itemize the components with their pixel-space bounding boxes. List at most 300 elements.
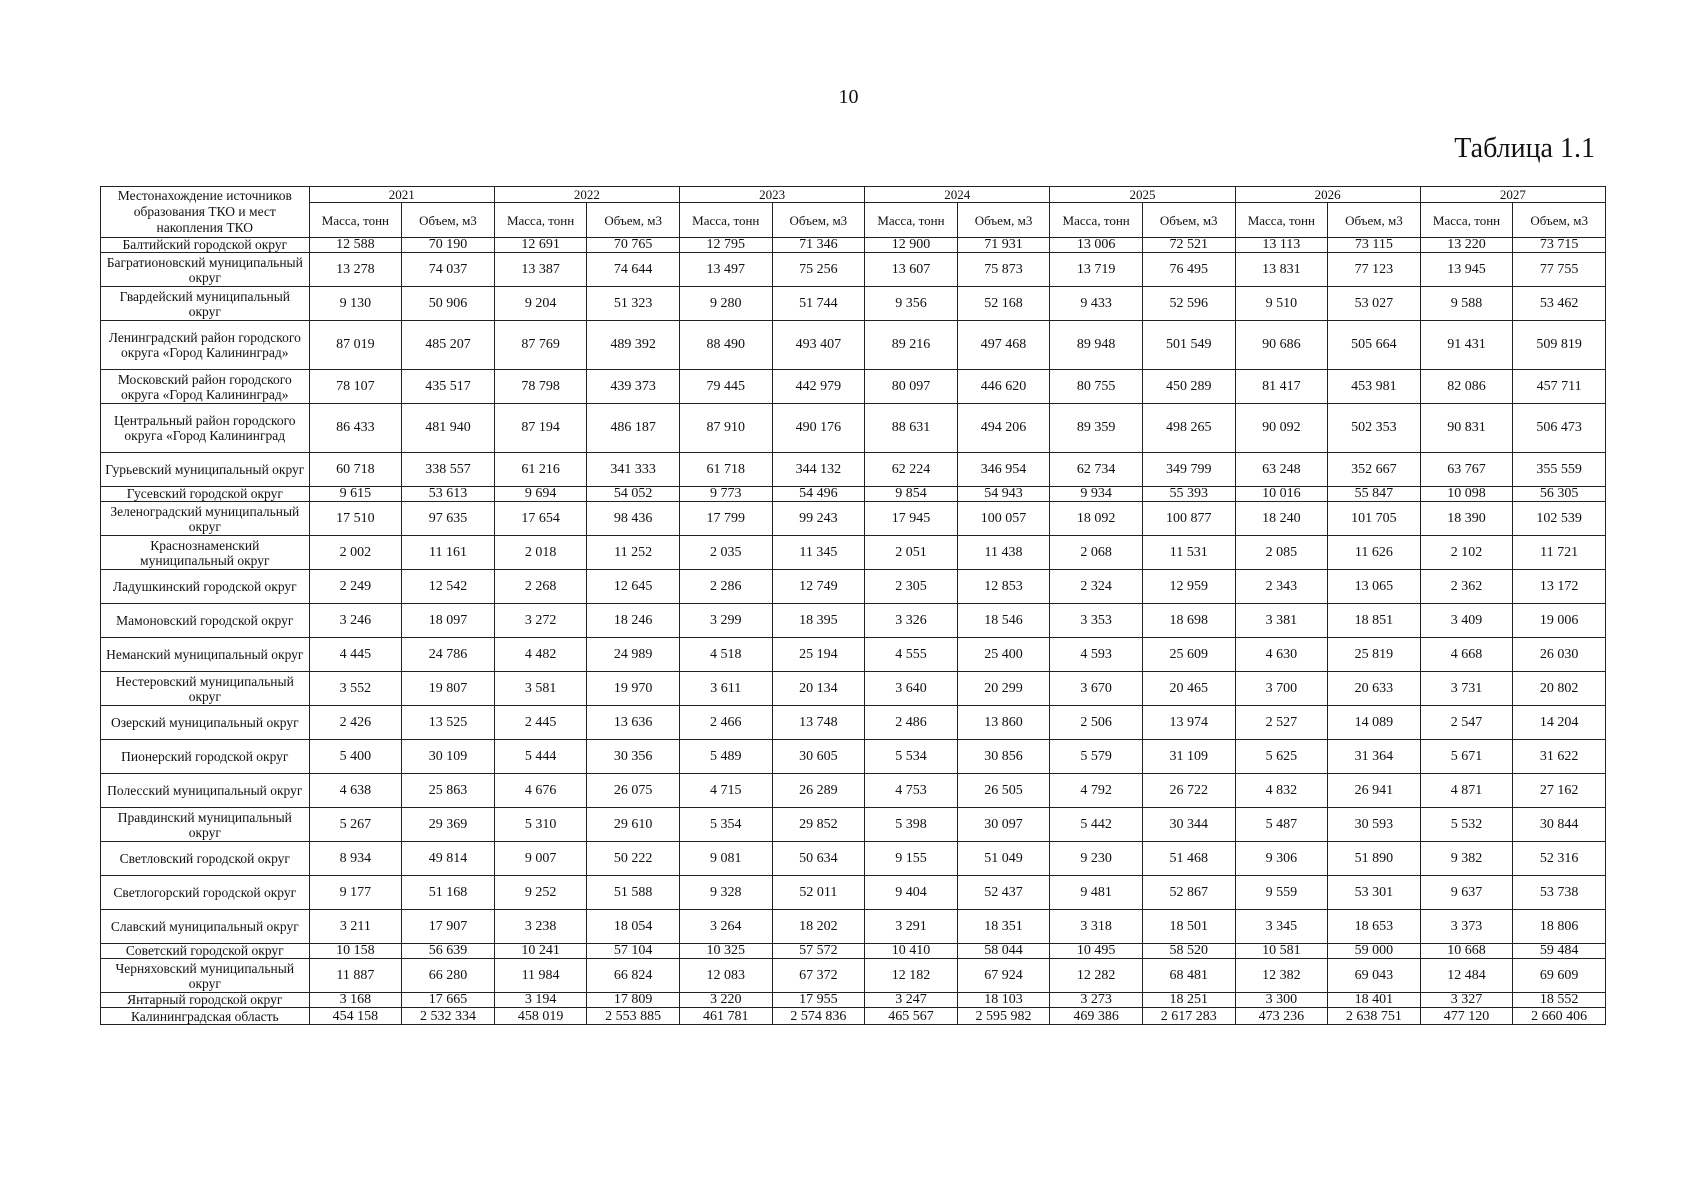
volume-cell: 498 265 (1142, 404, 1235, 453)
mass-cell: 17 945 (865, 502, 958, 536)
mass-cell: 2 324 (1050, 570, 1143, 604)
volume-cell: 19 006 (1513, 604, 1606, 638)
mass-cell: 78 107 (309, 370, 402, 404)
mass-cell: 3 381 (1235, 604, 1328, 638)
volume-cell: 12 853 (957, 570, 1050, 604)
table-row (101, 959, 1606, 993)
mass-cell: 4 668 (1420, 638, 1513, 672)
mass-cell: 10 158 (309, 944, 402, 959)
mass-cell: 9 559 (1235, 876, 1328, 910)
volume-cell: 52 437 (957, 876, 1050, 910)
volume-cell: 30 593 (1328, 808, 1421, 842)
mass-cell: 88 490 (679, 321, 772, 370)
mass-cell: 5 442 (1050, 808, 1143, 842)
table-row (101, 876, 1606, 910)
volume-cell: 101 705 (1328, 502, 1421, 536)
table-row (101, 638, 1606, 672)
location-cell: Черняховский муниципальный округ (101, 959, 310, 993)
mass-cell: 10 098 (1420, 487, 1513, 502)
volume-cell: 13 525 (402, 706, 495, 740)
mass-cell: 4 593 (1050, 638, 1143, 672)
mass-cell: 2 445 (494, 706, 587, 740)
volume-column-header: Объем, м3 (402, 203, 495, 238)
location-cell: Центральный район городского округа «Город Калининград (101, 404, 310, 453)
location-cell: Ленинградский район городского округа «Город Калининград» (101, 321, 310, 370)
mass-cell: 5 267 (309, 808, 402, 842)
volume-cell: 66 280 (402, 959, 495, 993)
mass-cell: 9 481 (1050, 876, 1143, 910)
volume-cell: 26 030 (1513, 638, 1606, 672)
mass-cell: 5 534 (865, 740, 958, 774)
location-cell: Славский муниципальный округ (101, 910, 310, 944)
mass-cell: 9 382 (1420, 842, 1513, 876)
volume-cell: 2 574 836 (772, 1008, 865, 1025)
mass-cell: 3 373 (1420, 910, 1513, 944)
mass-column-header: Масса, тонн (1050, 203, 1143, 238)
volume-cell: 344 132 (772, 453, 865, 487)
mass-cell: 63 767 (1420, 453, 1513, 487)
volume-cell: 490 176 (772, 404, 865, 453)
volume-cell: 13 748 (772, 706, 865, 740)
mass-cell: 12 588 (309, 238, 402, 253)
location-cell: Правдинский муниципальный округ (101, 808, 310, 842)
volume-cell: 13 974 (1142, 706, 1235, 740)
volume-cell: 99 243 (772, 502, 865, 536)
volume-cell: 52 867 (1142, 876, 1235, 910)
location-cell: Озерский муниципальный округ (101, 706, 310, 740)
mass-cell: 4 518 (679, 638, 772, 672)
volume-cell: 67 924 (957, 959, 1050, 993)
volume-cell: 73 715 (1513, 238, 1606, 253)
volume-cell: 450 289 (1142, 370, 1235, 404)
year-header: 2022 (494, 187, 679, 203)
mass-cell: 79 445 (679, 370, 772, 404)
mass-cell: 4 482 (494, 638, 587, 672)
mass-cell: 3 326 (865, 604, 958, 638)
volume-cell: 56 305 (1513, 487, 1606, 502)
mass-cell: 3 552 (309, 672, 402, 706)
mass-cell: 4 555 (865, 638, 958, 672)
volume-cell: 497 468 (957, 321, 1050, 370)
mass-cell: 5 398 (865, 808, 958, 842)
table-total-row (101, 1008, 1606, 1025)
volume-cell: 2 660 406 (1513, 1008, 1606, 1025)
mass-cell: 9 356 (865, 287, 958, 321)
volume-cell: 18 251 (1142, 993, 1235, 1008)
volume-cell: 73 115 (1328, 238, 1421, 253)
volume-cell: 18 351 (957, 910, 1050, 944)
mass-column-header: Масса, тонн (309, 203, 402, 238)
mass-cell: 469 386 (1050, 1008, 1143, 1025)
mass-cell: 9 252 (494, 876, 587, 910)
volume-cell: 11 721 (1513, 536, 1606, 570)
year-header: 2021 (309, 187, 494, 203)
year-header: 2024 (865, 187, 1050, 203)
mass-cell: 458 019 (494, 1008, 587, 1025)
table-row (101, 672, 1606, 706)
volume-cell: 18 698 (1142, 604, 1235, 638)
volume-cell: 51 323 (587, 287, 680, 321)
mass-cell: 3 211 (309, 910, 402, 944)
table-row (101, 944, 1606, 959)
location-cell: Московский район городского округа «Город Калининград» (101, 370, 310, 404)
volume-column-header: Объем, м3 (1513, 203, 1606, 238)
volume-cell: 77 755 (1513, 253, 1606, 287)
mass-cell: 3 299 (679, 604, 772, 638)
volume-cell: 18 054 (587, 910, 680, 944)
volume-cell: 485 207 (402, 321, 495, 370)
mass-cell: 3 700 (1235, 672, 1328, 706)
mass-cell: 13 831 (1235, 253, 1328, 287)
volume-cell: 12 645 (587, 570, 680, 604)
volume-cell: 98 436 (587, 502, 680, 536)
mass-cell: 3 246 (309, 604, 402, 638)
mass-cell: 12 484 (1420, 959, 1513, 993)
volume-cell: 51 588 (587, 876, 680, 910)
volume-cell: 53 027 (1328, 287, 1421, 321)
volume-cell: 13 860 (957, 706, 1050, 740)
volume-cell: 14 089 (1328, 706, 1421, 740)
location-cell: Балтийский городской округ (101, 238, 310, 253)
volume-cell: 100 877 (1142, 502, 1235, 536)
volume-cell: 14 204 (1513, 706, 1606, 740)
table-row (101, 570, 1606, 604)
mass-cell: 62 734 (1050, 453, 1143, 487)
mass-cell: 12 900 (865, 238, 958, 253)
volume-cell: 77 123 (1328, 253, 1421, 287)
volume-cell: 18 806 (1513, 910, 1606, 944)
mass-cell: 91 431 (1420, 321, 1513, 370)
volume-cell: 72 521 (1142, 238, 1235, 253)
mass-cell: 3 318 (1050, 910, 1143, 944)
mass-cell: 17 799 (679, 502, 772, 536)
volume-cell: 506 473 (1513, 404, 1606, 453)
mass-cell: 17 510 (309, 502, 402, 536)
mass-cell: 13 719 (1050, 253, 1143, 287)
location-cell: Калининградская область (101, 1008, 310, 1025)
table-row (101, 910, 1606, 944)
mass-cell: 3 264 (679, 910, 772, 944)
volume-cell: 457 711 (1513, 370, 1606, 404)
volume-cell: 25 609 (1142, 638, 1235, 672)
location-cell: Пионерский городской округ (101, 740, 310, 774)
volume-cell: 18 103 (957, 993, 1050, 1008)
mass-cell: 12 182 (865, 959, 958, 993)
volume-cell: 26 722 (1142, 774, 1235, 808)
volume-cell: 53 301 (1328, 876, 1421, 910)
mass-cell: 9 280 (679, 287, 772, 321)
volume-cell: 50 222 (587, 842, 680, 876)
mass-cell: 3 611 (679, 672, 772, 706)
table-row (101, 993, 1606, 1008)
mass-cell: 5 625 (1235, 740, 1328, 774)
table-row (101, 487, 1606, 502)
mass-cell: 87 019 (309, 321, 402, 370)
volume-cell: 13 065 (1328, 570, 1421, 604)
mass-cell: 13 278 (309, 253, 402, 287)
mass-cell: 2 035 (679, 536, 772, 570)
volume-cell: 493 407 (772, 321, 865, 370)
location-cell: Нестеровский муниципальный округ (101, 672, 310, 706)
year-header: 2026 (1235, 187, 1420, 203)
mass-cell: 5 444 (494, 740, 587, 774)
mass-cell: 2 286 (679, 570, 772, 604)
mass-cell: 88 631 (865, 404, 958, 453)
page-number: 10 (838, 86, 859, 108)
mass-cell: 473 236 (1235, 1008, 1328, 1025)
volume-cell: 25 194 (772, 638, 865, 672)
mass-cell: 3 300 (1235, 993, 1328, 1008)
volume-cell: 30 097 (957, 808, 1050, 842)
volume-cell: 11 345 (772, 536, 865, 570)
mass-cell: 9 130 (309, 287, 402, 321)
volume-cell: 18 552 (1513, 993, 1606, 1008)
volume-cell: 30 856 (957, 740, 1050, 774)
mass-cell: 3 273 (1050, 993, 1143, 1008)
mass-cell: 11 887 (309, 959, 402, 993)
volume-cell: 11 252 (587, 536, 680, 570)
volume-cell: 50 634 (772, 842, 865, 876)
mass-cell: 89 216 (865, 321, 958, 370)
volume-cell: 435 517 (402, 370, 495, 404)
volume-cell: 442 979 (772, 370, 865, 404)
volume-cell: 69 609 (1513, 959, 1606, 993)
mass-cell: 60 718 (309, 453, 402, 487)
volume-cell: 102 539 (1513, 502, 1606, 536)
location-cell: Светловский городской округ (101, 842, 310, 876)
volume-cell: 341 333 (587, 453, 680, 487)
mass-cell: 5 487 (1235, 808, 1328, 842)
volume-cell: 51 049 (957, 842, 1050, 876)
mass-cell: 81 417 (1235, 370, 1328, 404)
mass-cell: 13 220 (1420, 238, 1513, 253)
mass-cell: 2 343 (1235, 570, 1328, 604)
volume-cell: 19 970 (587, 672, 680, 706)
mass-cell: 13 006 (1050, 238, 1143, 253)
volume-cell: 54 052 (587, 487, 680, 502)
volume-cell: 59 484 (1513, 944, 1606, 959)
table-header (101, 187, 1606, 238)
volume-cell: 29 369 (402, 808, 495, 842)
mass-cell: 2 102 (1420, 536, 1513, 570)
mass-cell: 90 092 (1235, 404, 1328, 453)
mass-cell: 9 204 (494, 287, 587, 321)
volume-cell: 11 626 (1328, 536, 1421, 570)
mass-cell: 13 387 (494, 253, 587, 287)
volume-cell: 349 799 (1142, 453, 1235, 487)
volume-cell: 70 765 (587, 238, 680, 253)
volume-cell: 71 346 (772, 238, 865, 253)
volume-cell: 49 814 (402, 842, 495, 876)
mass-cell: 10 581 (1235, 944, 1328, 959)
mass-cell: 8 934 (309, 842, 402, 876)
volume-cell: 17 665 (402, 993, 495, 1008)
volume-cell: 70 190 (402, 238, 495, 253)
mass-cell: 10 495 (1050, 944, 1143, 959)
mass-cell: 3 168 (309, 993, 402, 1008)
mass-cell: 18 240 (1235, 502, 1328, 536)
mass-cell: 3 220 (679, 993, 772, 1008)
volume-cell: 58 044 (957, 944, 1050, 959)
mass-cell: 9 007 (494, 842, 587, 876)
volume-cell: 26 505 (957, 774, 1050, 808)
mass-cell: 18 390 (1420, 502, 1513, 536)
location-column-header: Местонахождение источников образования ТКО и мест накопления ТКО (101, 187, 310, 238)
volume-cell: 17 907 (402, 910, 495, 944)
volume-cell: 26 289 (772, 774, 865, 808)
volume-cell: 2 532 334 (402, 1008, 495, 1025)
volume-cell: 11 438 (957, 536, 1050, 570)
mass-cell: 10 325 (679, 944, 772, 959)
table-row (101, 453, 1606, 487)
mass-cell: 3 327 (1420, 993, 1513, 1008)
volume-cell: 481 940 (402, 404, 495, 453)
mass-cell: 4 715 (679, 774, 772, 808)
table-row (101, 253, 1606, 287)
volume-cell: 56 639 (402, 944, 495, 959)
volume-cell: 11 531 (1142, 536, 1235, 570)
mass-cell: 12 382 (1235, 959, 1328, 993)
volume-cell: 52 596 (1142, 287, 1235, 321)
table-row (101, 321, 1606, 370)
volume-cell: 509 819 (1513, 321, 1606, 370)
mass-cell: 9 328 (679, 876, 772, 910)
mass-cell: 5 579 (1050, 740, 1143, 774)
table-body (101, 238, 1606, 1025)
mass-cell: 2 362 (1420, 570, 1513, 604)
volume-column-header: Объем, м3 (1142, 203, 1235, 238)
mass-cell: 9 854 (865, 487, 958, 502)
volume-cell: 74 037 (402, 253, 495, 287)
mass-cell: 82 086 (1420, 370, 1513, 404)
location-cell: Советский городской округ (101, 944, 310, 959)
volume-cell: 54 496 (772, 487, 865, 502)
mass-cell: 87 910 (679, 404, 772, 453)
volume-cell: 12 542 (402, 570, 495, 604)
mass-cell: 87 769 (494, 321, 587, 370)
volume-cell: 30 605 (772, 740, 865, 774)
table-row (101, 287, 1606, 321)
volume-cell: 51 890 (1328, 842, 1421, 876)
volume-cell: 74 644 (587, 253, 680, 287)
volume-cell: 18 097 (402, 604, 495, 638)
volume-cell: 17 809 (587, 993, 680, 1008)
table-row (101, 370, 1606, 404)
volume-cell: 69 043 (1328, 959, 1421, 993)
mass-cell: 12 282 (1050, 959, 1143, 993)
volume-cell: 57 572 (772, 944, 865, 959)
mass-cell: 80 097 (865, 370, 958, 404)
mass-cell: 12 083 (679, 959, 772, 993)
mass-cell: 3 640 (865, 672, 958, 706)
volume-cell: 57 104 (587, 944, 680, 959)
mass-column-header: Масса, тонн (1235, 203, 1328, 238)
mass-cell: 2 068 (1050, 536, 1143, 570)
mass-cell: 3 345 (1235, 910, 1328, 944)
mass-column-header: Масса, тонн (494, 203, 587, 238)
year-header: 2025 (1050, 187, 1235, 203)
location-cell: Багратионовский муниципальный округ (101, 253, 310, 287)
volume-cell: 505 664 (1328, 321, 1421, 370)
mass-cell: 13 497 (679, 253, 772, 287)
mass-cell: 2 018 (494, 536, 587, 570)
volume-cell: 27 162 (1513, 774, 1606, 808)
volume-cell: 20 134 (772, 672, 865, 706)
mass-cell: 9 177 (309, 876, 402, 910)
mass-cell: 2 085 (1235, 536, 1328, 570)
volume-cell: 25 863 (402, 774, 495, 808)
mass-cell: 13 945 (1420, 253, 1513, 287)
volume-cell: 66 824 (587, 959, 680, 993)
volume-cell: 67 372 (772, 959, 865, 993)
volume-cell: 501 549 (1142, 321, 1235, 370)
mass-cell: 4 445 (309, 638, 402, 672)
volume-cell: 18 546 (957, 604, 1050, 638)
location-cell: Зеленоградский муниципальный округ (101, 502, 310, 536)
location-cell: Гурьевский муниципальный округ (101, 453, 310, 487)
mass-cell: 9 230 (1050, 842, 1143, 876)
mass-cell: 2 305 (865, 570, 958, 604)
table-row (101, 740, 1606, 774)
mass-cell: 90 831 (1420, 404, 1513, 453)
volume-column-header: Объем, м3 (1328, 203, 1421, 238)
mass-cell: 9 588 (1420, 287, 1513, 321)
volume-cell: 59 000 (1328, 944, 1421, 959)
table-caption: Таблица 1.1 (1454, 133, 1595, 164)
mass-cell: 3 581 (494, 672, 587, 706)
volume-cell: 18 395 (772, 604, 865, 638)
mass-cell: 10 410 (865, 944, 958, 959)
mass-cell: 4 792 (1050, 774, 1143, 808)
mass-cell: 90 686 (1235, 321, 1328, 370)
volume-cell: 2 638 751 (1328, 1008, 1421, 1025)
volume-cell: 24 989 (587, 638, 680, 672)
location-cell: Неманский муниципальный округ (101, 638, 310, 672)
volume-cell: 355 559 (1513, 453, 1606, 487)
mass-cell: 461 781 (679, 1008, 772, 1025)
mass-cell: 62 224 (865, 453, 958, 487)
volume-cell: 52 168 (957, 287, 1050, 321)
volume-cell: 52 316 (1513, 842, 1606, 876)
volume-cell: 12 959 (1142, 570, 1235, 604)
volume-column-header: Объем, м3 (957, 203, 1050, 238)
volume-cell: 53 462 (1513, 287, 1606, 321)
mass-column-header: Масса, тонн (679, 203, 772, 238)
mass-cell: 9 306 (1235, 842, 1328, 876)
volume-cell: 446 620 (957, 370, 1050, 404)
volume-cell: 31 109 (1142, 740, 1235, 774)
table-row (101, 842, 1606, 876)
volume-cell: 352 667 (1328, 453, 1421, 487)
volume-cell: 13 172 (1513, 570, 1606, 604)
mass-cell: 9 694 (494, 487, 587, 502)
mass-cell: 9 433 (1050, 287, 1143, 321)
volume-cell: 55 847 (1328, 487, 1421, 502)
mass-cell: 3 291 (865, 910, 958, 944)
mass-cell: 4 832 (1235, 774, 1328, 808)
mass-cell: 17 654 (494, 502, 587, 536)
mass-cell: 4 630 (1235, 638, 1328, 672)
mass-cell: 4 753 (865, 774, 958, 808)
mass-cell: 3 247 (865, 993, 958, 1008)
volume-cell: 30 344 (1142, 808, 1235, 842)
mass-cell: 18 092 (1050, 502, 1143, 536)
waste-table-container (100, 186, 1606, 1025)
mass-cell: 3 194 (494, 993, 587, 1008)
volume-cell: 75 873 (957, 253, 1050, 287)
location-cell: Янтарный городской округ (101, 993, 310, 1008)
table-row (101, 774, 1606, 808)
